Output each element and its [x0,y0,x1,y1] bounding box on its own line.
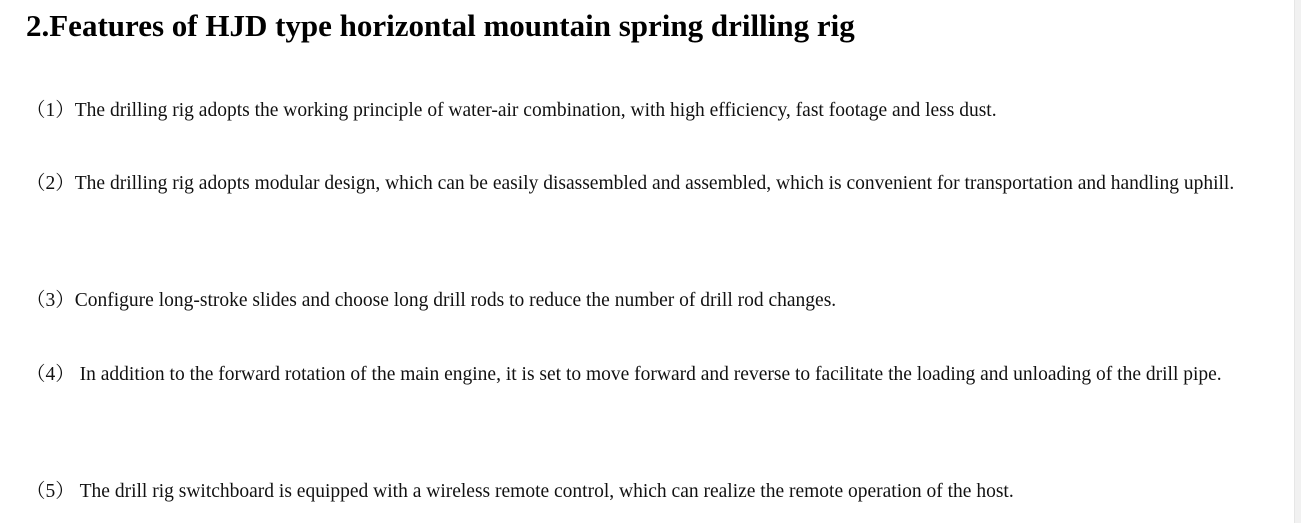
feature-item-1 [26,89,1267,133]
feature-number: （1） [26,100,75,121]
feature-number: （5） [26,481,75,502]
feature-text: Configure long-stroke slides and choose long drill rods to reduce the number of drill rod changes. [74,290,837,311]
feature-text: The drilling rig adopts the working principle of water-air combination, with high efficiency, fast footage and less dust. [74,100,997,121]
vertical-scrollbar[interactable] [1294,0,1301,523]
feature-number: （4） [26,364,75,385]
feature-item-3 [26,279,1267,323]
feature-item-5 [26,470,1267,514]
feature-number: （2） [26,173,75,194]
feature-item-2 [26,162,1267,206]
feature-number: （3） [26,290,75,311]
feature-item-4 [26,353,1267,397]
feature-text: The drilling rig adopts modular design, which can be easily disassembled and assembled, which is convenient for transportation and handling uphill. [74,173,1235,194]
section-heading: 2.Features of HJD type horizontal mountain spring drilling rig [26,8,855,43]
feature-text: In addition to the forward rotation of the main engine, it is set to move forward and reverse to facilitate the loading and unloading of the drill pipe. [74,364,1222,385]
feature-text: The drill rig switchboard is equipped with a wireless remote control, which can realize the remote operation of the host. [74,481,1014,502]
